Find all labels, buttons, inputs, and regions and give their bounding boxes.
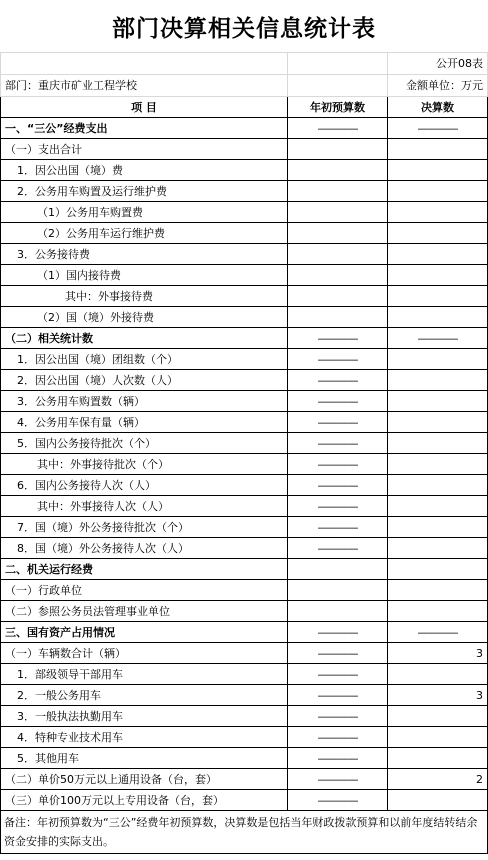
- table-row: [1, 160, 488, 181]
- table-row: [1, 265, 488, 286]
- final-cell: [388, 391, 488, 412]
- final-cell: [388, 727, 488, 748]
- table-row: [1, 664, 488, 685]
- budget-cell: [288, 286, 388, 307]
- budget-cell: ————: [288, 706, 388, 727]
- header-row: [1, 97, 488, 118]
- final-cell: [388, 496, 488, 517]
- budget-cell: [288, 160, 388, 181]
- table-row: [1, 790, 488, 811]
- row-label: （2）公务用车运行维护费: [1, 223, 288, 244]
- table-row: [1, 181, 488, 202]
- department-row: [1, 75, 488, 97]
- row-label: （一）车辆数合计（辆）: [1, 643, 288, 664]
- table-row: [1, 391, 488, 412]
- final-cell: [388, 790, 488, 811]
- table-row: [1, 433, 488, 454]
- budget-cell: [288, 559, 388, 580]
- note-text: 备注：年初预算数为“三公”经费年初预算数，决算数是包括当年财政拨款预算和以前年度结转结余资金安排的实际支出。: [1, 811, 488, 854]
- table-row: [1, 748, 488, 769]
- column-header-budget: 年初预算数: [288, 97, 388, 118]
- row-label: 3．公务接待费: [1, 244, 288, 265]
- final-cell: [388, 160, 488, 181]
- final-cell: [388, 433, 488, 454]
- table-row: [1, 223, 488, 244]
- final-cell: [388, 517, 488, 538]
- budget-cell: ————: [288, 517, 388, 538]
- budget-cell: [288, 307, 388, 328]
- form-code-row: [1, 53, 488, 75]
- budget-cell: ————: [288, 643, 388, 664]
- budget-cell: ————: [288, 118, 388, 139]
- final-cell: [388, 307, 488, 328]
- budget-cell: ————: [288, 475, 388, 496]
- row-label: 4．特种专业技术用车: [1, 727, 288, 748]
- final-cell: [388, 265, 488, 286]
- budget-cell: ————: [288, 685, 388, 706]
- table-row: [1, 706, 488, 727]
- row-label: 二、机关运行经费: [1, 559, 288, 580]
- unit-label: 金额单位：万元: [388, 75, 488, 97]
- final-cell: [388, 664, 488, 685]
- row-label: （二）参照公务员法管理事业单位: [1, 601, 288, 622]
- final-cell: [388, 202, 488, 223]
- final-cell: [388, 181, 488, 202]
- budget-cell: ————: [288, 748, 388, 769]
- table-row: [1, 538, 488, 559]
- table-row: [1, 517, 488, 538]
- row-label: 3．一般执法执勤用车: [1, 706, 288, 727]
- budget-cell: ————: [288, 454, 388, 475]
- row-label: （一）行政单位: [1, 580, 288, 601]
- final-cell: [388, 244, 488, 265]
- table-row: [1, 475, 488, 496]
- row-label: （2）国（境）外接待费: [1, 307, 288, 328]
- budget-cell: ————: [288, 412, 388, 433]
- table-row: [1, 601, 488, 622]
- row-label: 其中：外事接待人次（人）: [1, 496, 288, 517]
- budget-cell: ————: [288, 328, 388, 349]
- empty-cell: [288, 75, 388, 97]
- row-label: （一）支出合计: [1, 139, 288, 160]
- budget-cell: ————: [288, 790, 388, 811]
- budget-cell: [288, 139, 388, 160]
- table-row: [1, 244, 488, 265]
- row-label: （1）国内接待费: [1, 265, 288, 286]
- row-label: 其中：外事接待批次（个）: [1, 454, 288, 475]
- row-label: （1）公务用车购置费: [1, 202, 288, 223]
- row-label: 2．因公出国（境）人次数（人）: [1, 370, 288, 391]
- final-cell: [388, 412, 488, 433]
- budget-cell: [288, 580, 388, 601]
- final-cell: [388, 601, 488, 622]
- budget-cell: [288, 223, 388, 244]
- final-cell: 3: [388, 685, 488, 706]
- row-label: 一、“三公”经费支出: [1, 118, 288, 139]
- table-row: [1, 328, 488, 349]
- final-cell: [388, 286, 488, 307]
- empty-cell: [1, 53, 288, 75]
- row-label: 3．公务用车购置数（辆）: [1, 391, 288, 412]
- row-label: 6．国内公务接待人次（人）: [1, 475, 288, 496]
- empty-cell: [288, 53, 388, 75]
- table-row: [1, 307, 488, 328]
- final-cell: [388, 538, 488, 559]
- row-label: 2．公务用车购置及运行维护费: [1, 181, 288, 202]
- table-row: [1, 769, 488, 790]
- row-label: 5．其他用车: [1, 748, 288, 769]
- row-label: 4．公务用车保有量（辆）: [1, 412, 288, 433]
- final-cell: [388, 475, 488, 496]
- budget-cell: ————: [288, 370, 388, 391]
- table-row: [1, 370, 488, 391]
- table-row: [1, 559, 488, 580]
- budget-cell: ————: [288, 538, 388, 559]
- final-cell: ————: [388, 118, 488, 139]
- row-label: 7．国（境）外公务接待批次（个）: [1, 517, 288, 538]
- note-row: [1, 811, 488, 854]
- budget-cell: [288, 244, 388, 265]
- department-label: 部门：重庆市矿业工程学校: [1, 75, 288, 97]
- row-label: （二）单价50万元以上通用设备（台，套）: [1, 769, 288, 790]
- final-cell: [388, 559, 488, 580]
- table-row: [1, 643, 488, 664]
- row-label: （二）相关统计数: [1, 328, 288, 349]
- budget-cell: [288, 202, 388, 223]
- table-row: [1, 454, 488, 475]
- final-cell: ————: [388, 328, 488, 349]
- final-cell: [388, 706, 488, 727]
- budget-cell: ————: [288, 496, 388, 517]
- row-label: 8．国（境）外公务接待人次（人）: [1, 538, 288, 559]
- row-label: 1．因公出国（境）费: [1, 160, 288, 181]
- final-cell: [388, 370, 488, 391]
- final-cell: [388, 580, 488, 601]
- row-label: （三）单价100万元以上专用设备（台，套）: [1, 790, 288, 811]
- row-label: 其中：外事接待费: [1, 286, 288, 307]
- statistics-table: [0, 52, 488, 854]
- budget-cell: [288, 181, 388, 202]
- table-row: [1, 622, 488, 643]
- form-code: 公开08表: [388, 53, 488, 75]
- column-header-final: 决算数: [388, 97, 488, 118]
- table-row: [1, 349, 488, 370]
- row-label: 2．一般公务用车: [1, 685, 288, 706]
- table-row: [1, 139, 488, 160]
- final-cell: [388, 454, 488, 475]
- budget-cell: ————: [288, 433, 388, 454]
- budget-cell: ————: [288, 349, 388, 370]
- row-label: 1．因公出国（境）团组数（个）: [1, 349, 288, 370]
- page-title: 部门决算相关信息统计表: [112, 15, 376, 42]
- table-row: [1, 118, 488, 139]
- row-label: 5．国内公务接待批次（个）: [1, 433, 288, 454]
- budget-cell: ————: [288, 664, 388, 685]
- table-row: [1, 286, 488, 307]
- budget-cell: ————: [288, 727, 388, 748]
- budget-cell: ————: [288, 622, 388, 643]
- final-cell: [388, 349, 488, 370]
- final-cell: [388, 748, 488, 769]
- table-row: [1, 412, 488, 433]
- budget-cell: ————: [288, 769, 388, 790]
- budget-cell: [288, 601, 388, 622]
- final-cell: 2: [388, 769, 488, 790]
- table-row: [1, 202, 488, 223]
- budget-cell: ————: [288, 391, 388, 412]
- row-label: 1．部级领导干部用车: [1, 664, 288, 685]
- table-row: [1, 685, 488, 706]
- final-cell: 3: [388, 643, 488, 664]
- row-label: 三、国有资产占用情况: [1, 622, 288, 643]
- column-header-item: 项 目: [1, 97, 288, 118]
- table-row: [1, 496, 488, 517]
- table-row: [1, 580, 488, 601]
- final-cell: [388, 223, 488, 244]
- final-cell: ————: [388, 622, 488, 643]
- final-cell: [388, 139, 488, 160]
- budget-cell: [288, 265, 388, 286]
- table-row: [1, 727, 488, 748]
